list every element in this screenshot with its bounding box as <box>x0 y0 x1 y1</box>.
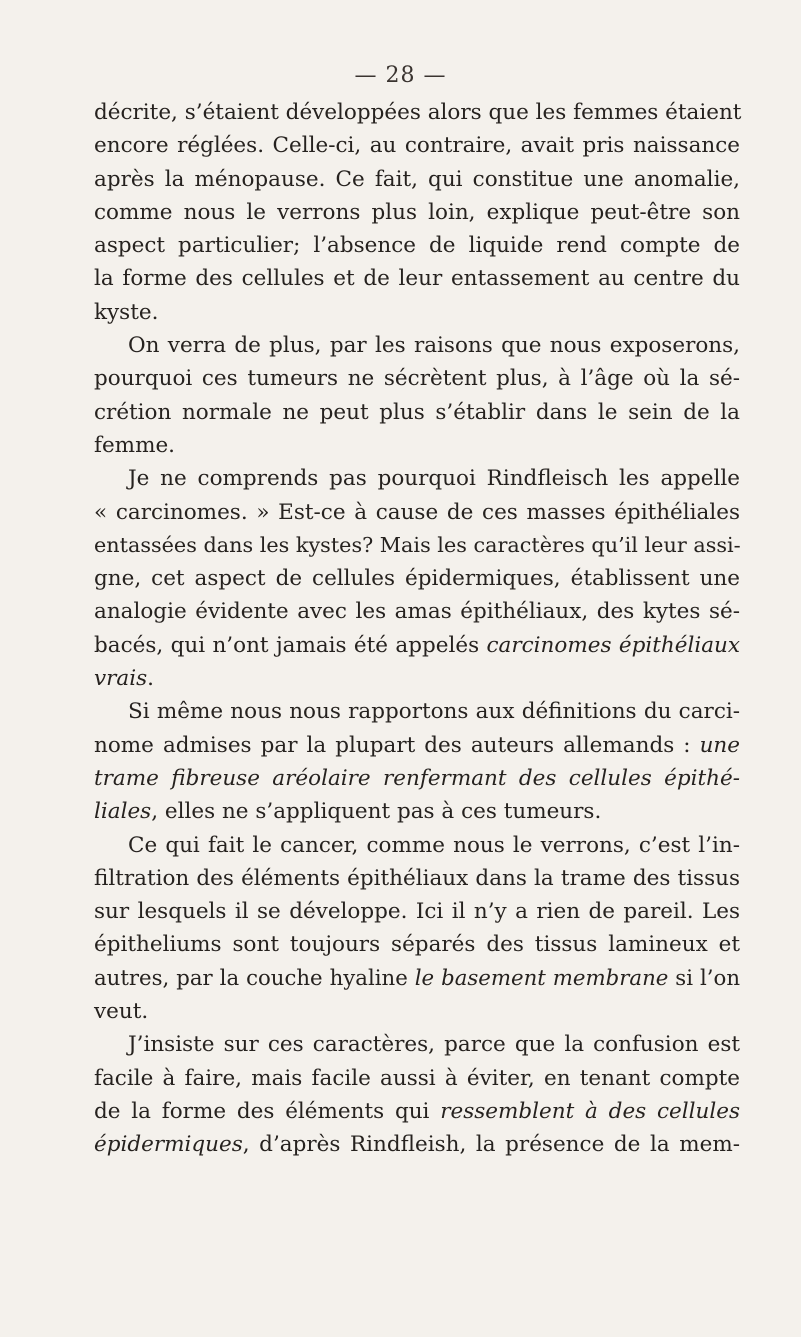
line-text: comme nous le verrons plus loin, explique peut-être son <box>94 199 740 225</box>
line-text: bacés, qui n’ont jamais été appelés <box>94 632 487 658</box>
line-text: Ce qui fait le cancer, comme nous le verrons, c’est l’in- <box>128 832 740 858</box>
text-line <box>94 895 740 928</box>
line-text: épitheliums sont toujours séparés des tissus lamineux et <box>94 932 740 958</box>
text-line <box>94 595 740 628</box>
line-text: la forme des cellules et de leur entassement au centre du <box>94 266 740 292</box>
text-line <box>94 429 740 462</box>
italic-text: carcinomes épithéliaux <box>486 632 740 658</box>
italic-text: trame fibreuse aréolaire renfermant des cellules épithé- <box>94 765 740 791</box>
text-line <box>94 695 740 728</box>
paragraph <box>94 829 740 1029</box>
text-line <box>94 729 740 762</box>
line-text: Je ne comprends pas pourquoi Rindfleisch les appelle <box>128 466 740 492</box>
text-line <box>94 396 740 429</box>
text-line <box>94 163 740 196</box>
line-text: pourquoi ces tumeurs ne sécrètent plus, à l’âge où la sé- <box>94 366 740 392</box>
line-text: Si même nous nous rapportons aux définitions du carci- <box>128 699 740 725</box>
line-text: gne, cet aspect de cellules épidermiques, établissent une <box>94 566 740 592</box>
line-text: On verra de plus, par les raisons que nous exposerons, <box>128 333 740 359</box>
text-line <box>94 862 740 895</box>
paragraph <box>94 1028 740 1161</box>
paragraph <box>94 462 740 695</box>
text-line <box>94 829 740 862</box>
text-line <box>94 362 740 395</box>
text-line <box>94 196 740 229</box>
line-text: de la forme des éléments qui <box>94 1098 441 1124</box>
line-text: crétion normale ne peut plus s’établir dans le sein de la <box>94 399 740 425</box>
line-text: J’insiste sur ces caractères, parce que la confusion est <box>128 1032 740 1058</box>
text-line <box>94 928 740 961</box>
text-line <box>94 629 740 662</box>
paragraph <box>94 695 740 828</box>
text-line <box>94 229 740 262</box>
line-text: entassées dans les kystes? Mais les caractères qu’il leur assi- <box>94 532 741 557</box>
paragraph <box>94 329 740 462</box>
paragraph <box>94 96 740 329</box>
text-line <box>94 1028 740 1061</box>
italic-text: liales <box>94 799 152 825</box>
line-text: décrite, s’étaient développées alors que les femmes étaient <box>94 100 742 125</box>
text-line <box>94 96 740 129</box>
text-line <box>94 1128 740 1161</box>
line-text: encore réglées. Celle-ci, au contraire, avait pris naissance <box>94 133 740 159</box>
line-text: . <box>147 666 154 692</box>
line-text: filtration des éléments épithéliaux dans la trame des tissus <box>94 865 740 891</box>
text-line <box>94 262 740 295</box>
text-line <box>94 296 740 329</box>
line-text: sur lesquels il se développe. Ici il n’y a rien de pareil. Les <box>94 899 740 925</box>
line-text: kyste. <box>94 299 159 325</box>
italic-text: épidermiques <box>94 1132 243 1158</box>
text-line <box>94 129 740 162</box>
text-line <box>94 762 740 795</box>
text-line <box>94 662 740 695</box>
text-line <box>94 795 740 828</box>
text-line <box>94 1095 740 1128</box>
line-text: « carcinomes. » Est-ce à cause de ces masses épithéliales <box>94 499 740 525</box>
text-line <box>94 462 740 495</box>
line-text: femme. <box>94 432 176 458</box>
line-text: nome admises par la plupart des auteurs allemands : <box>94 732 700 758</box>
line-text: analogie évidente avec les amas épithéliaux, des kytes sé- <box>94 599 740 625</box>
text-line <box>94 529 740 562</box>
text-line <box>94 962 740 995</box>
line-text: autres, par la couche hyaline <box>94 965 415 991</box>
line-text: aspect particulier; l’absence de liquide rend compte de <box>94 233 740 259</box>
line-text: après la ménopause. Ce fait, qui constitue une anomalie, <box>94 166 740 192</box>
line-text: facile à faire, mais facile aussi à éviter, en tenant compte <box>94 1065 740 1091</box>
line-text: , elles ne s’appliquent pas à ces tumeurs. <box>151 799 602 825</box>
page-number: — 28 — <box>354 63 447 88</box>
line-text: si l’on <box>668 965 741 991</box>
body-text <box>94 96 740 1162</box>
text-line <box>94 1062 740 1095</box>
italic-text: vrais <box>94 666 148 692</box>
italic-text: une <box>699 732 740 758</box>
line-text: veut. <box>94 999 149 1025</box>
text-line <box>94 329 740 362</box>
italic-text: ressemblent à des cellules <box>440 1098 740 1124</box>
line-text: , d’après Rindfleish, la présence de la mem- <box>242 1132 740 1158</box>
italic-text: le basement membrane <box>414 965 669 991</box>
text-line <box>94 995 740 1028</box>
text-line <box>94 496 740 529</box>
text-line <box>94 562 740 595</box>
